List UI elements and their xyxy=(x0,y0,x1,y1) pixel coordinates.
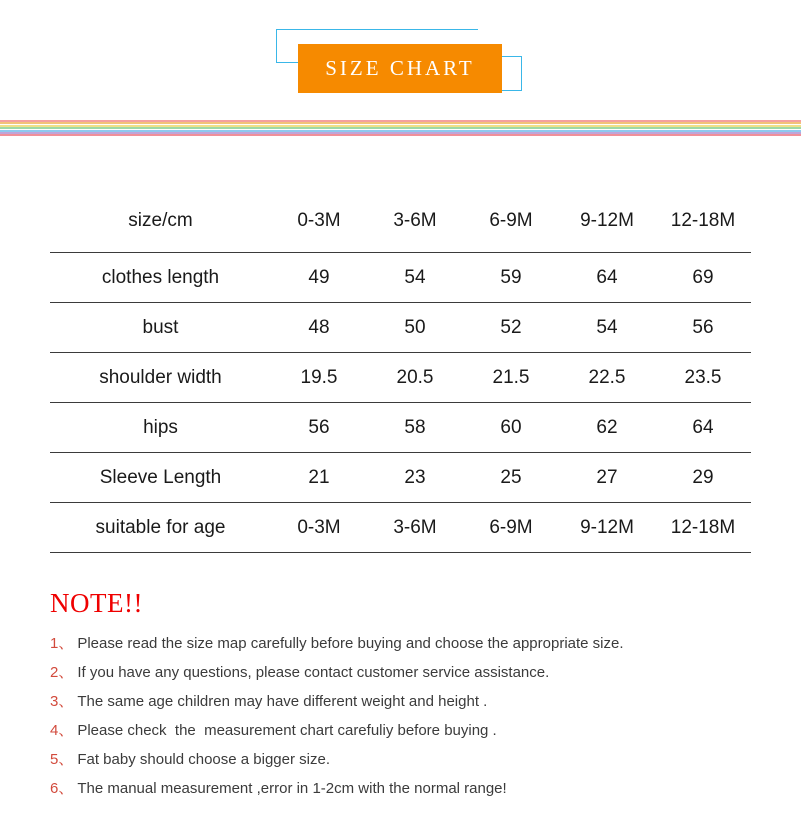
note-item xyxy=(50,722,750,740)
notes-list xyxy=(50,635,750,798)
note-number: 1、 xyxy=(50,635,74,652)
size-chart-table-wrap xyxy=(50,196,751,553)
table-row xyxy=(50,303,751,353)
table-row xyxy=(50,403,751,453)
table-cell: 19.5 xyxy=(271,353,367,403)
size-chart-table xyxy=(50,196,751,553)
table-row xyxy=(50,503,751,553)
notes-title: NOTE!! xyxy=(50,588,143,618)
rainbow-divider xyxy=(0,120,801,138)
table-row xyxy=(50,353,751,403)
table-cell: 29 xyxy=(655,453,751,503)
note-text: Fat baby should choose a bigger size. xyxy=(77,751,330,768)
note-text: The manual measurement ,error in 1-2cm with the normal range! xyxy=(77,780,507,797)
table-cell: 48 xyxy=(271,303,367,353)
note-number: 2、 xyxy=(50,664,74,681)
table-cell: 6-9M xyxy=(463,503,559,553)
table-cell: 52 xyxy=(463,303,559,353)
table-cell: 23.5 xyxy=(655,353,751,403)
table-cell: 21.5 xyxy=(463,353,559,403)
table-cell: 50 xyxy=(367,303,463,353)
table-cell: 23 xyxy=(367,453,463,503)
table-cell: 21 xyxy=(271,453,367,503)
table-cell: 27 xyxy=(559,453,655,503)
note-number: 6、 xyxy=(50,780,74,797)
table-row-label: shoulder width xyxy=(50,353,271,403)
page-title: SIZE CHART xyxy=(298,44,502,93)
header-banner xyxy=(0,0,801,120)
table-cell: 69 xyxy=(655,253,751,303)
table-row-label: hips xyxy=(50,403,271,453)
note-text: Please read the size map carefully before buying and choose the appropriate size. xyxy=(77,635,624,652)
table-row-label: Sleeve Length xyxy=(50,453,271,503)
table-row xyxy=(50,253,751,303)
table-row-label: suitable for age xyxy=(50,503,271,553)
note-item xyxy=(50,664,750,682)
table-cell: 56 xyxy=(271,403,367,453)
table-cell: 54 xyxy=(559,303,655,353)
table-cell: 22.5 xyxy=(559,353,655,403)
note-text: If you have any questions, please contact customer service assistance. xyxy=(77,664,550,681)
table-row-label: clothes length xyxy=(50,253,271,303)
table-header-cell: 0-3M xyxy=(297,209,341,231)
note-item xyxy=(50,635,750,653)
table-cell: 9-12M xyxy=(559,503,655,553)
table-header-cell: 12-18M xyxy=(670,209,736,231)
note-number: 4、 xyxy=(50,722,74,739)
note-text: Please check the measurement chart carefuliy before buying . xyxy=(77,722,497,739)
table-cell: 54 xyxy=(367,253,463,303)
table-cell: 49 xyxy=(271,253,367,303)
table-row-label: bust xyxy=(50,303,271,353)
note-number: 5、 xyxy=(50,751,74,768)
table-cell: 58 xyxy=(367,403,463,453)
table-cell: 25 xyxy=(463,453,559,503)
table-cell: 3-6M xyxy=(367,503,463,553)
table-body xyxy=(50,196,751,553)
note-text: The same age children may have different weight and height . xyxy=(77,693,488,710)
table-row xyxy=(50,453,751,503)
note-item xyxy=(50,751,750,769)
table-cell: 12-18M xyxy=(655,503,751,553)
table-cell: 64 xyxy=(559,253,655,303)
table-cell: 0-3M xyxy=(271,503,367,553)
table-cell: 60 xyxy=(463,403,559,453)
notes-section xyxy=(50,588,750,809)
divider-stripe xyxy=(0,134,801,136)
note-number: 3、 xyxy=(50,693,74,710)
table-header-cell: 6-9M xyxy=(489,209,533,231)
table-header-cell-label: size/cm xyxy=(128,209,193,231)
table-cell: 64 xyxy=(655,403,751,453)
table-header-cell: 3-6M xyxy=(393,209,437,231)
note-item xyxy=(50,780,750,798)
note-item xyxy=(50,693,750,711)
table-header-row xyxy=(50,196,751,253)
table-cell: 56 xyxy=(655,303,751,353)
table-header-cell: 9-12M xyxy=(580,209,634,231)
table-cell: 20.5 xyxy=(367,353,463,403)
table-cell: 62 xyxy=(559,403,655,453)
table-cell: 59 xyxy=(463,253,559,303)
